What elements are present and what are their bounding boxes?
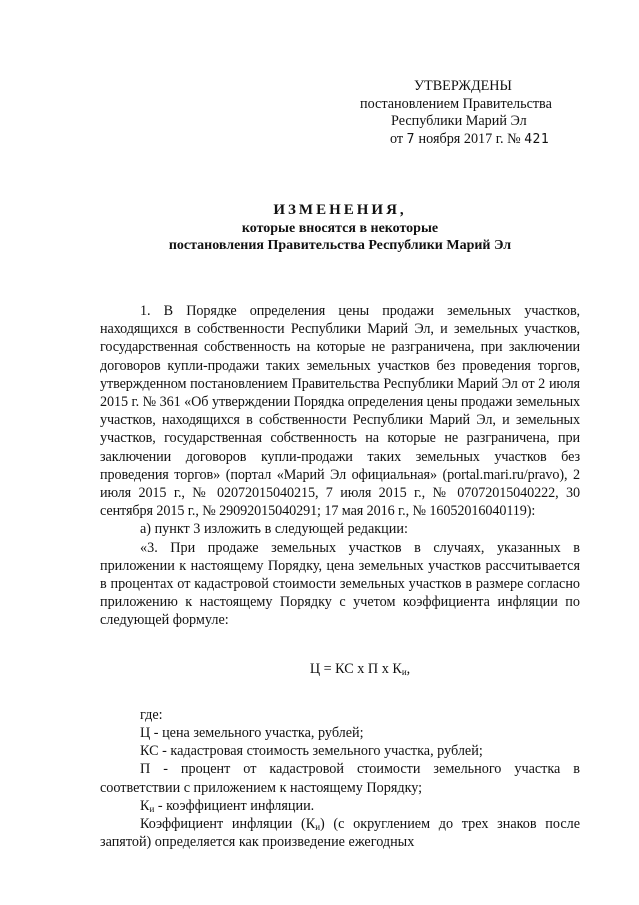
inflation-text-b: ) (с округлением до трех знаков после запятой) определяется как произведение ежегодных xyxy=(100,816,580,851)
item-a: а) пункт 3 изложить в следующей редакции: xyxy=(140,521,408,538)
definition-k xyxy=(100,797,580,815)
paragraph-3: «3. При продаже земельных участков в случаях, указанных в приложении к настоящему Порядку, цена земельных участков рассчитывается в процентах от кадастровой стоимости земельных участков в размере согласно приложению к настоящему Порядку с учетом коэффициента инфляции по следующей формуле: xyxy=(100,539,580,629)
formula-end: , xyxy=(406,660,411,677)
title-subtitle-1: которые вносятся в некоторые xyxy=(241,221,439,236)
where-label: где: xyxy=(140,706,163,723)
approval-date-prefix: от xyxy=(390,130,404,147)
approval-date-line xyxy=(360,131,620,149)
document-title xyxy=(100,200,580,254)
price-formula xyxy=(100,660,580,678)
document-body xyxy=(100,302,580,851)
definition-k-subscript: и xyxy=(149,803,155,814)
title-heading: ИЗМЕНЕНИЯ, xyxy=(273,202,407,218)
paragraph-1: 1. В Порядке определения цены продажи земельных участков, находящихся в собственности Республики Марий Эл, и земельных участков, государственная собственность на которые не разграничена, при заключении договоров купли-продажи таких земельных участков без проведения торгов, утвержденном постановлением Правительства Республики Марий Эл от 2 июля 2015 г. № 361 «Об утверждении Порядка определения цены продажи земельных участков, находящихся в собственности Республики Марий Эл, и земельных участков, государственная собственность на которые не разграничена, при заключении договоров купли-продажи таких земельных участков без проведения торгов» (портал «Марий Эл официальная» (portal.mari.ru/pravo), 2 июля 2015 г., № 02072015040215, 7 июля 2015 г., № 07072015040222, 30 сентября 2015 г., № 29092015040291; 17 мая 2016 г., № 16052016040119): xyxy=(100,303,580,520)
approval-month-year: ноября 2017 г. № xyxy=(418,130,521,147)
paragraph-inflation xyxy=(100,815,580,851)
definition-p: П - процент от кадастровой стоимости земельного участка в соответствии с приложением к настоящему Порядку; xyxy=(100,761,580,796)
definition-ks: КС - кадастровая стоимость земельного участка, рублей; xyxy=(140,743,483,760)
title-subtitle-2: постановления Правительства Республики Марий Эл xyxy=(168,238,512,253)
approval-title: УТВЕРЖДЕНЫ xyxy=(414,78,512,94)
approval-line-republic: Республики Марий Эл xyxy=(391,113,527,129)
definition-k-text: - коэффициент инфляции. xyxy=(154,797,315,814)
definition-c: Ц - цена земельного участка, рублей; xyxy=(140,725,364,742)
inflation-text-a: Коэффициент инфляции (К xyxy=(140,816,316,833)
approval-stamp xyxy=(360,78,620,148)
definition-k-symbol: К xyxy=(140,797,150,814)
formula-subscript: и xyxy=(401,666,407,677)
approval-number: 421 xyxy=(524,131,550,147)
inflation-subscript: и xyxy=(315,822,321,833)
approval-line-resolution: постановлением Правительства xyxy=(360,95,552,112)
formula-main: Ц = КС х П х К xyxy=(309,660,402,677)
approval-day: 7 xyxy=(406,131,415,147)
